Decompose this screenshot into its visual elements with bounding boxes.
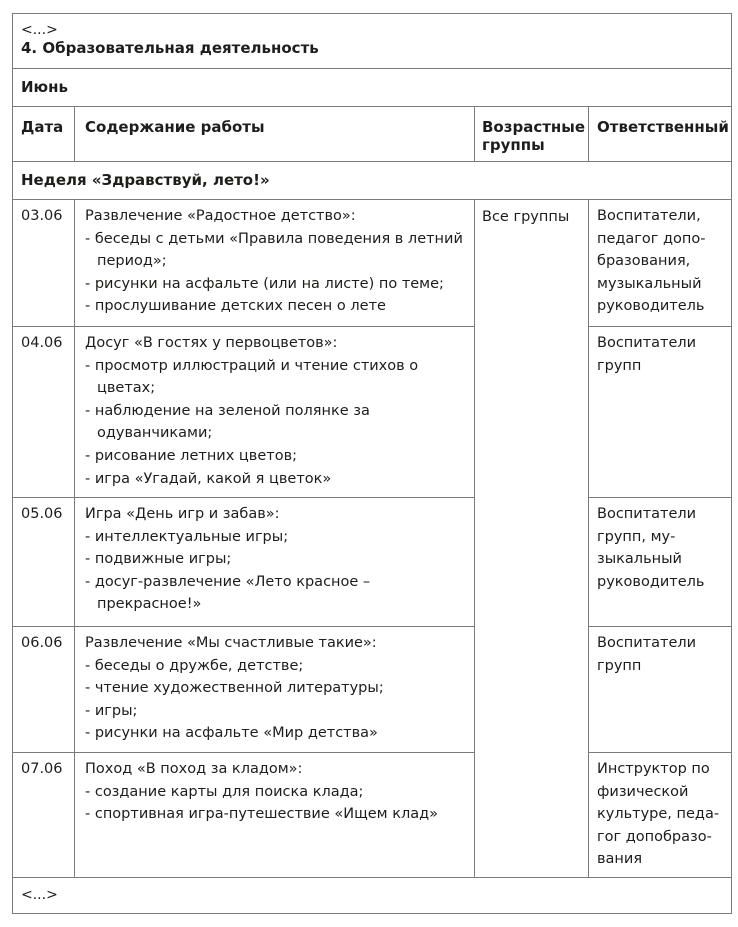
list-item: - спортивная игра-путешествие «Ищем клад» <box>85 803 465 826</box>
week-row <box>13 162 731 200</box>
header-date: Дата <box>21 118 64 136</box>
list-item: - беседы о дружбе, детстве; <box>85 655 465 678</box>
row-content <box>75 498 473 626</box>
list-item: - прослушивание детских песен о лете <box>85 295 465 318</box>
table-row <box>13 327 731 497</box>
ellipsis-top: <...> <box>21 22 58 38</box>
ellipsis-bottom: <...> <box>21 887 58 903</box>
table-row <box>13 498 731 626</box>
month-row <box>13 69 731 107</box>
list-item: - рисунки на асфальте «Мир детства» <box>85 722 465 745</box>
activity-table <box>12 13 732 914</box>
header-responsible: Ответственный <box>597 118 729 136</box>
row-responsible: Воспитатели групп <box>597 635 697 674</box>
list-item: - создание карты для поиска клада; <box>85 781 465 804</box>
age-groups-value: Все группы <box>482 209 570 225</box>
divider <box>74 200 75 878</box>
list-item: - чтение художественной литературы; <box>85 677 465 700</box>
row-date: 05.06 <box>21 506 63 522</box>
row-date: 04.06 <box>21 335 63 351</box>
row-content-list <box>85 655 465 745</box>
row-content <box>75 327 473 497</box>
row-date: 07.06 <box>21 761 63 777</box>
list-item: - досуг-развлечение «Лето красное – прекрасное!» <box>85 571 445 616</box>
row-content-list <box>85 781 465 826</box>
row-content-title: Поход «В поход за кладом»: <box>85 761 303 777</box>
row-date: 03.06 <box>21 208 63 224</box>
divider <box>588 107 589 162</box>
list-item: - просмотр иллюстраций и чтение стихов о цветах; <box>85 355 445 400</box>
list-item: - беседы с детьми «Правила поведения в летний период»; <box>85 228 465 273</box>
row-content-list <box>85 355 445 491</box>
divider <box>474 200 475 878</box>
row-responsible: Инструктор по физической культуре, педа- гог допобразо- вания <box>597 761 720 868</box>
row-content <box>75 753 473 877</box>
month-label: Июнь <box>21 78 68 96</box>
row-content <box>75 200 473 326</box>
divider <box>474 107 475 162</box>
row-content-title: Развлечение «Радостное детство»: <box>85 208 356 224</box>
divider <box>588 200 589 878</box>
list-item: - игра «Угадай, какой я цветок» <box>85 468 445 491</box>
ellipsis-row <box>13 878 731 913</box>
list-item: - игры; <box>85 700 465 723</box>
table-row <box>13 627 731 752</box>
row-responsible: Воспитатели групп, му- зыкальный руководитель <box>597 506 705 590</box>
row-responsible: Воспитатели, педагог допо- бразования, музыкальный руководитель <box>597 208 706 315</box>
header-content: Содержание работы <box>85 118 265 136</box>
section-title-row <box>13 14 731 69</box>
header-age-groups: Возрастные группы <box>482 118 586 154</box>
divider <box>74 107 75 162</box>
list-item: - рисование летних цветов; <box>85 445 445 468</box>
row-date: 06.06 <box>21 635 63 651</box>
row-content <box>75 627 473 752</box>
section-title: 4. Образовательная деятельность <box>21 39 319 57</box>
table-header-row <box>13 107 731 162</box>
row-content-title: Досуг «В гостях у первоцветов»: <box>85 335 338 351</box>
table-row <box>13 753 731 878</box>
row-content-list <box>85 228 465 318</box>
row-content-list <box>85 526 445 616</box>
list-item: - наблюдение на зеленой полянке за одуванчиками; <box>85 400 445 445</box>
list-item: - рисунки на асфальте (или на листе) по теме; <box>85 273 465 296</box>
table-row <box>13 200 731 326</box>
row-content-title: Игра «День игр и забав»: <box>85 506 280 522</box>
week-title: Неделя «Здравствуй, лето!» <box>21 171 270 189</box>
list-item: - подвижные игры; <box>85 548 445 571</box>
row-responsible: Воспитатели групп <box>597 335 697 374</box>
list-item: - интеллектуальные игры; <box>85 526 445 549</box>
row-content-title: Развлечение «Мы счастливые такие»: <box>85 635 377 651</box>
